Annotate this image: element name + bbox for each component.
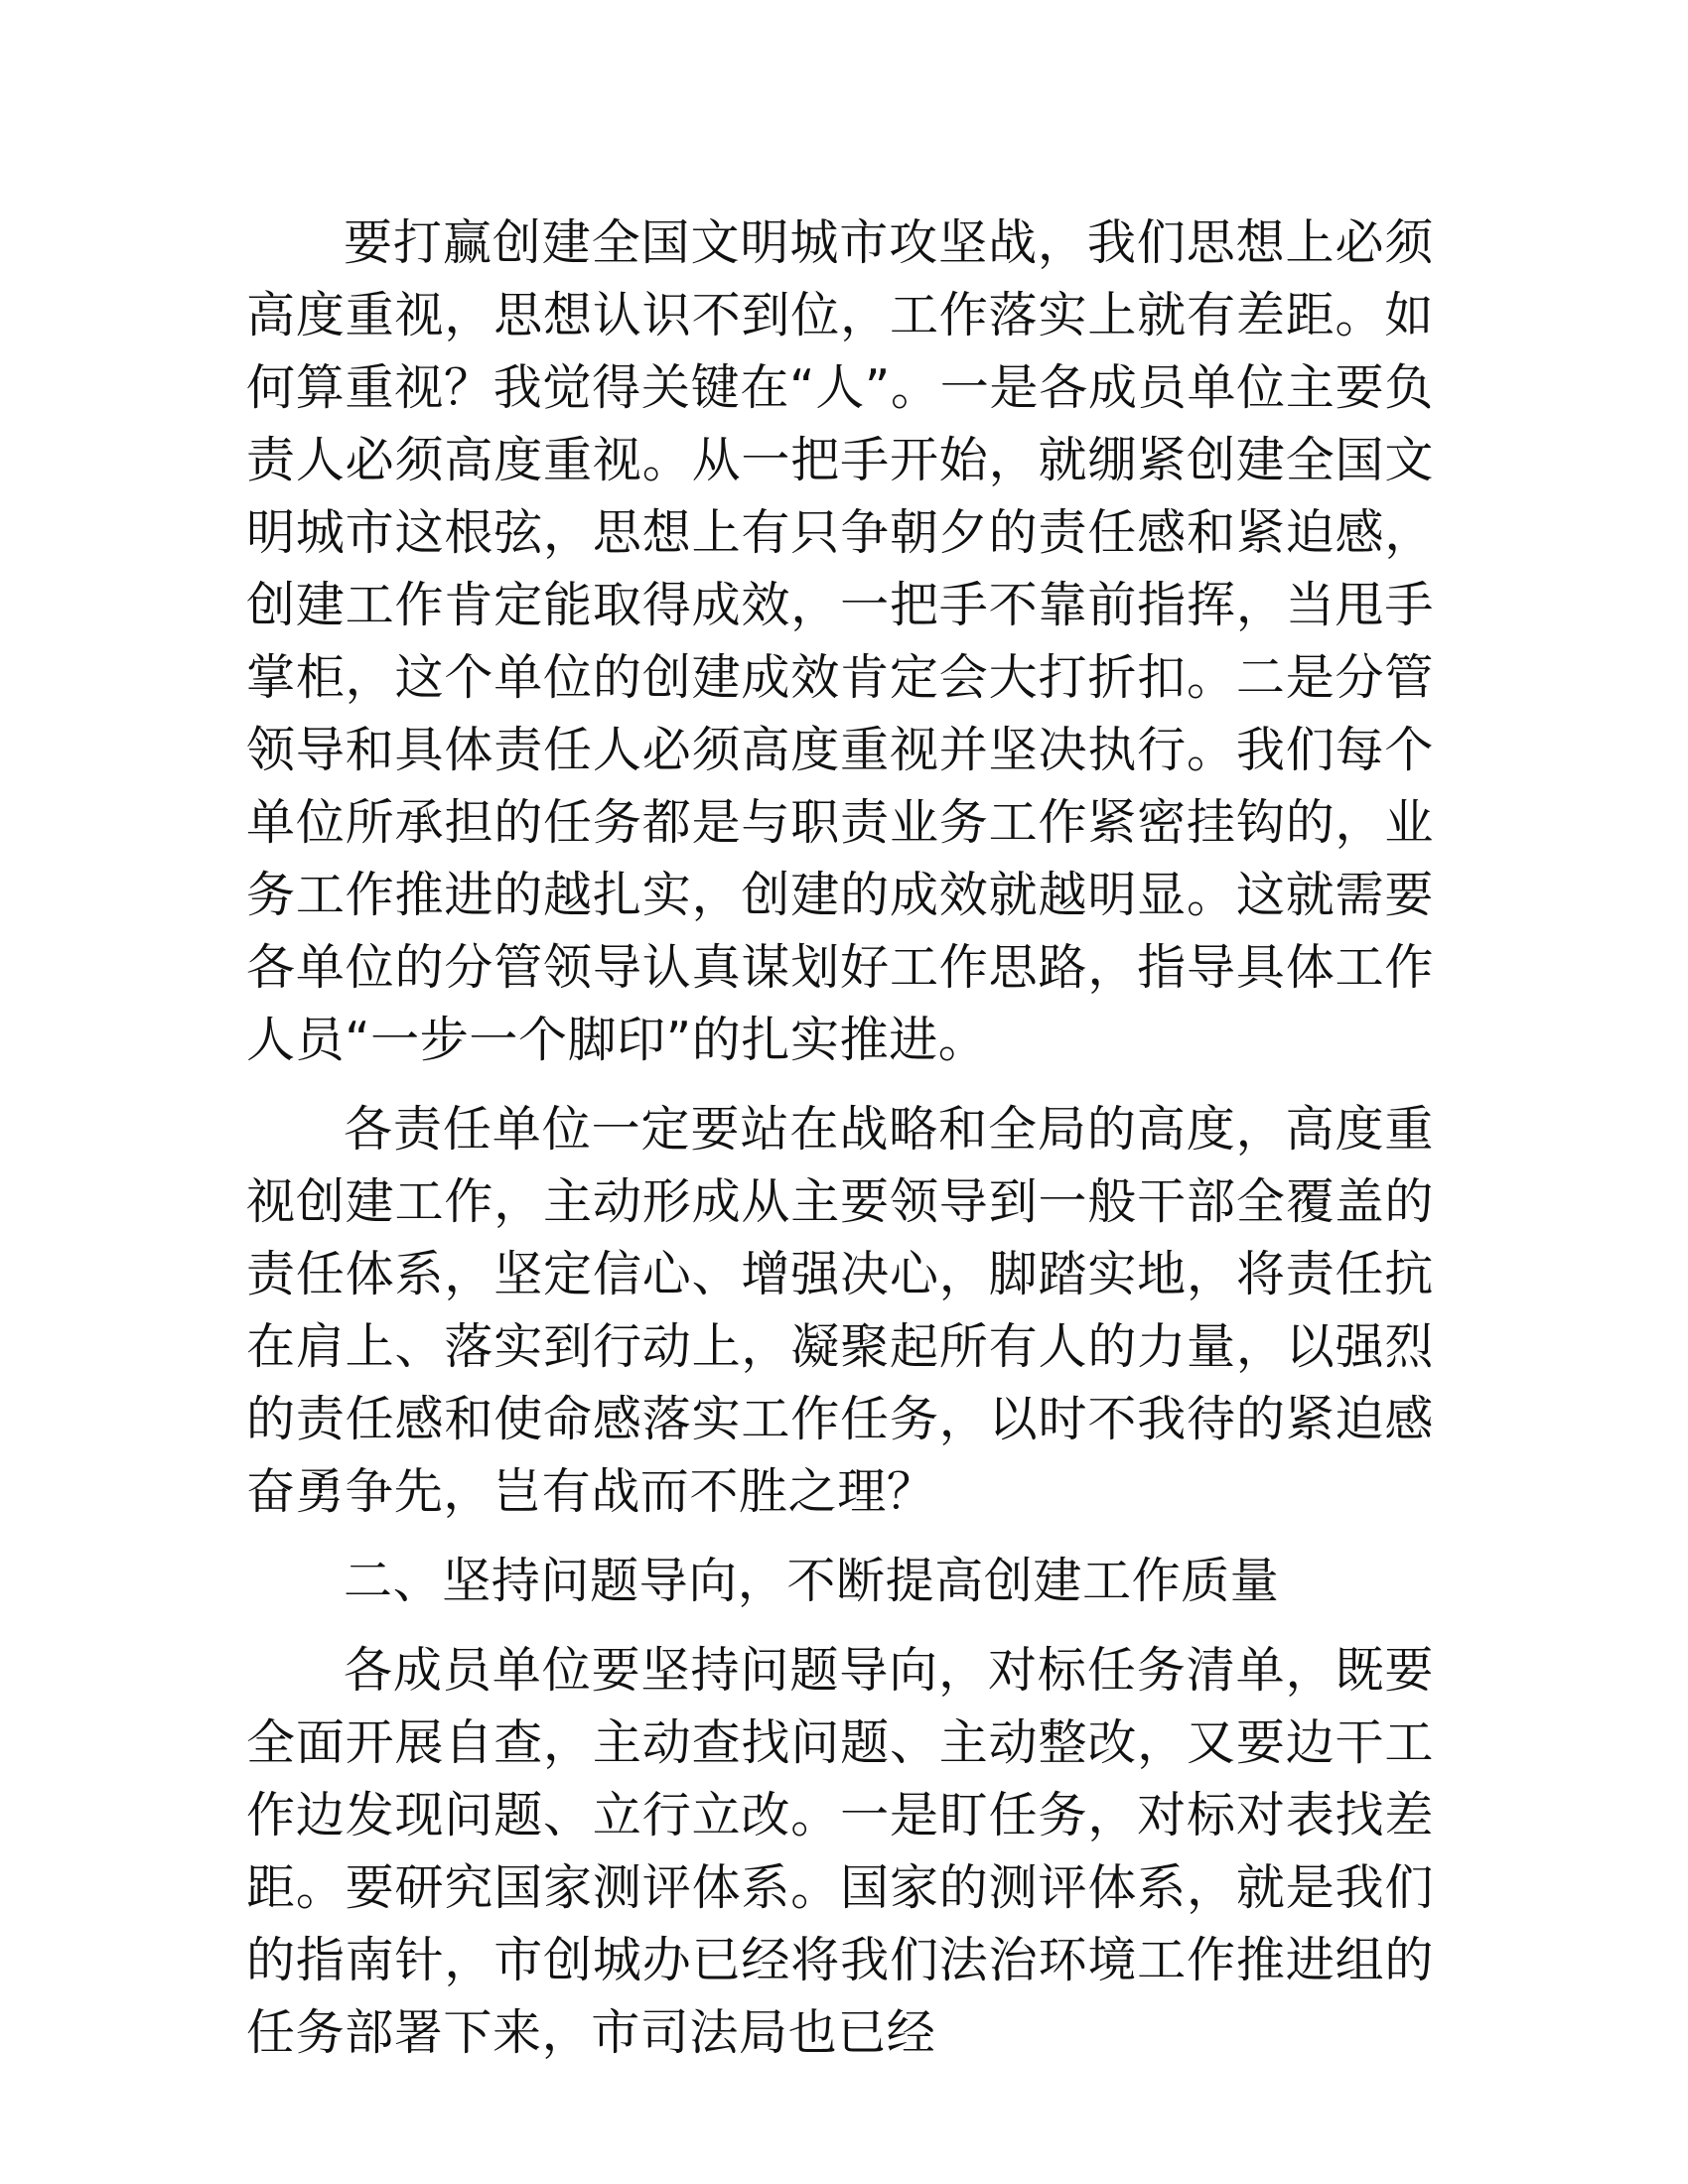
section-heading-problem-orientation: 二、坚持问题导向，不断提高创建工作质量 <box>344 1553 1280 1609</box>
paragraph-responsibility-system: 各责任单位一定要站在战略和全局的高度，高度重视创建工作，主动形成从主要领导到一般干部全覆盖的责任体系，坚定信心、增强决心，脚踏实地，将责任抗在肩上、落实到行动上，凝聚起所有人的力量，以强烈的责任感和使命感落实工作任务，以时不我待的紧迫感奋勇争先，岂有战而不胜之理？ <box>246 1101 1434 1520</box>
paragraph-importance-of-leadership: 要打赢创建全国文明城市攻坚战，我们思想上必须高度重视，思想认识不到位，工作落实上就有差距。如何算重视？我觉得关键在“人”。一是各成员单位主要负责人必须高度重视。从一把手开始，就绷紧创建全国文明城市这根弦，思想上有只争朝夕的责任感和紧迫感，创建工作肯定能取得成效，一把手不靠前指挥，当甩手掌柜，这个单位的创建成效肯定会大打折扣。二是分管领导和具体责任人必须高度重视并坚决执行。我们每个单位所承担的任务都是与职责业务工作紧密挂钩的，业务工作推进的越扎实，创建的成效就越明显。这就需要各单位的分管领导认真谋划好工作思路，指导具体工作人员“一步一个脚印”的扎实推进。 <box>246 214 1434 1068</box>
document-body <box>246 206 1434 2069</box>
paragraph-problem-orientation: 各成员单位要坚持问题导向，对标任务清单，既要全面开展自查，主动查找问题、主动整改，又要边干工作边发现问题、立行立改。一是盯任务，对标对表找差距。要研究国家测评体系。国家的测评体系，就是我们的指南针，市创城办已经将我们法治环境工作推进组的任务部署下来，市司法局也已经 <box>246 1642 1434 2061</box>
